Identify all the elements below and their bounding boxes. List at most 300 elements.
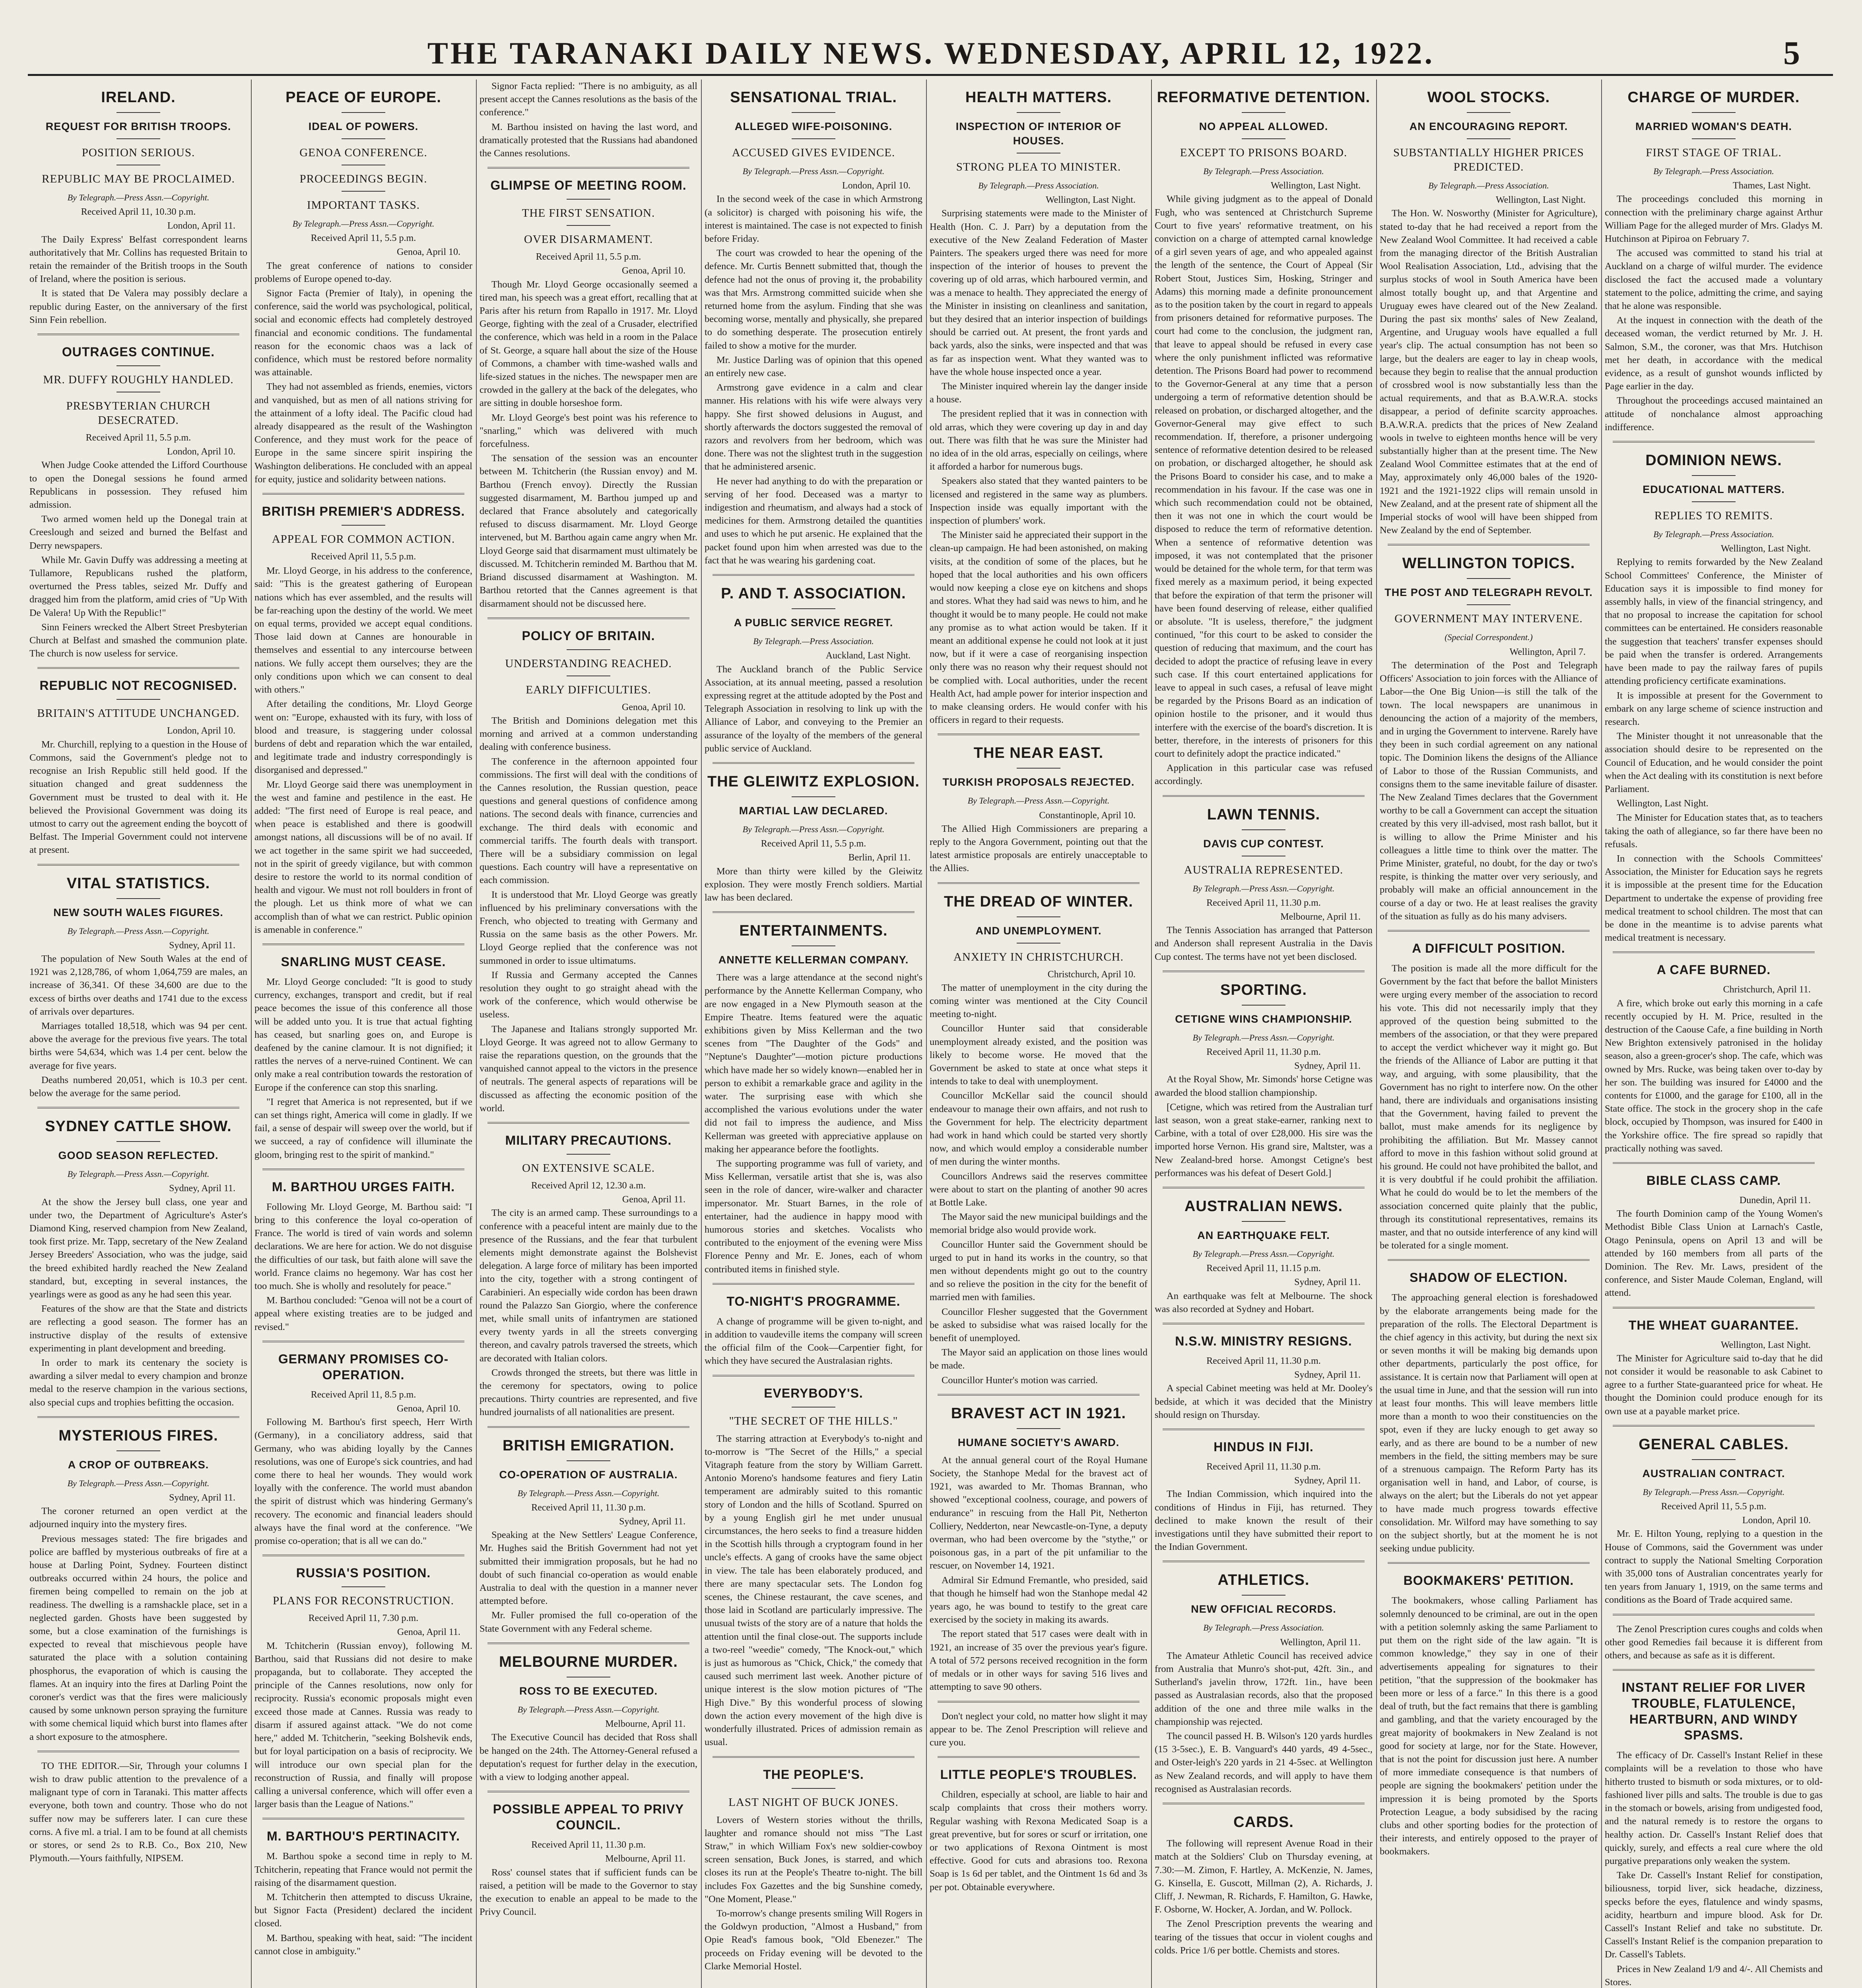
article-headline: TO-NIGHT'S PROGRAMME. xyxy=(726,1294,901,1309)
article-credit: By Telegraph.—Press Association. xyxy=(978,181,1099,190)
article-divider xyxy=(1163,795,1365,797)
article-credit: (Special Correspondent.) xyxy=(1445,632,1533,643)
article-subhead: MARRIED WOMAN'S DEATH. xyxy=(1635,120,1792,132)
article-paragraph: Replying to remits forwarded by the New Zealand School Committees' Conference, the Minister of Education says it is impossible to find money for assembly halls, in view of the financial stringency, and that no proposal to increase the capitation for school committees can be entertained. He considers reasonable the suggestion that teachers' transfer expenses should be paid when the transfer is ordered. Arrangements have been made to pay the railway fares of pupils attending proficiency certificate examinations. xyxy=(1605,557,1823,687)
article-divider xyxy=(713,762,914,764)
article-headline: DOMINION NEWS. xyxy=(1645,452,1782,469)
article-paragraph: Councillor Hunter said the Government should be urged to put in hand its works in the country, so that men without dependents might go out to the country and so relieve the position in the city for the benefit of married men with families. xyxy=(930,1239,1147,1303)
article-dateline: Constantinople, April 10. xyxy=(1039,810,1136,821)
article-divider xyxy=(487,1122,689,1124)
article xyxy=(29,1117,247,1409)
article xyxy=(930,744,1147,875)
article-divider xyxy=(1388,930,1590,932)
article-paragraph: At the annual general court of the Royal Humane Society, the Stanhope Medal for the bravest act of 1921, was awarded to Mr. Thomas Brannan, who showed "exceptional coolness, courage, and powers of endurance" in rescuing from the Hall Pit, Netherton Colliery, Nedderton, near Newcastle-on-Tyne, a deputy overman, who had been overcome by the "stythe," or poisonous gas, in a part of the pit unfamiliar to the rescuer, on November 14, 1921. xyxy=(930,1454,1147,1571)
article xyxy=(1605,88,1823,434)
article-received: Received April 11, 10.30 p.m. xyxy=(81,207,196,217)
article-credit: By Telegraph.—Press Assn.—Copyright. xyxy=(967,796,1110,806)
article-divider xyxy=(487,617,689,619)
article-divider xyxy=(1613,1307,1815,1309)
article-paragraph: The determination of the Post and Telegraph Officers' Association to join forces with the Alliance of Labor—the One Big Union—is still the talk of the town. The local newspapers are unanimous in denouncing the action of a majority of the members, and in urging the Government to intervene. Rarely have they been in such cordial agreement on any national topic. The Dominion likens the designs of the Alliance of Labor to those of the Russian Communists, and consigns them to the same inevitable failure of disaster. The New Zealand Times declares that the Government worthy to be call a Government can accept the situation created by this very ill-advised, most rash ballot, but it is willing to allow the Prime Minister and his colleagues a little time to think over the matter. The Prime Minister, grateful, no doubt, for the day or two's respite, is thinking the matter over very seriously, and probably will make an official announcement in the course of a day or two. He at least realises the gravity of the situation as fully as do his many advisers. xyxy=(1380,660,1598,922)
headline-divider xyxy=(1467,604,1511,605)
article-paragraph: The Minister inquired wherein lay the danger inside a house. xyxy=(930,381,1147,405)
article-divider xyxy=(1613,1162,1815,1164)
headline-divider xyxy=(342,191,385,192)
article-received: Received April 11, 5.5 p.m. xyxy=(85,433,191,443)
article xyxy=(1605,1435,1823,1607)
article-divider xyxy=(37,864,239,866)
article-subhead: NO APPEAL ALLOWED. xyxy=(1199,120,1328,132)
article-headline: VITAL STATISTICS. xyxy=(66,875,210,892)
article-paragraph: Two armed women held up the Donegal train at Creeslough and seized and burned the Belfast and Derry newspapers. xyxy=(29,514,247,551)
article-dateline: Genoa, April 11. xyxy=(397,1627,460,1638)
article xyxy=(29,344,247,660)
article-subhead: PRESBYTERIAN CHURCH DESECRATED. xyxy=(66,400,211,427)
article-paragraph: The Allied High Commissioners are preparing a reply to the Angora Government, pointing out that the latest armistice proposals are entirely unacceptable to the Allies. xyxy=(930,823,1147,874)
article-headline: GENERAL CABLES. xyxy=(1639,1436,1789,1453)
article-subhead: ACCUSED GIVES EVIDENCE. xyxy=(732,146,895,159)
article-divider xyxy=(938,734,1140,735)
article-subhead: THE POST AND TELEGRAPH REVOLT. xyxy=(1384,586,1593,599)
article xyxy=(1605,451,1823,944)
article-headline: MELBOURNE MURDER. xyxy=(499,1653,678,1670)
column-rule xyxy=(476,80,477,1988)
article-credit: By Telegraph.—Press Assn.—Copyright. xyxy=(67,192,210,202)
article-subhead: BRITAIN'S ATTITUDE UNCHANGED. xyxy=(37,707,240,720)
article-paragraph: He never had anything to do with the preparation or serving of her food. Deceased was a martyr to indigestion and rheumatism, and always had a stock of medicines for them. Armstrong detailed the quantities and uses to which he put arsenic. He explained that the packet found upon him when arrested was due to the fact that he was wearing his gardening coat. xyxy=(705,476,922,566)
article-received: Received April 11, 11.30 p.m. xyxy=(531,1502,646,1513)
headline-divider xyxy=(116,365,160,366)
headline-divider xyxy=(567,199,610,200)
headline-divider xyxy=(792,112,835,113)
article-headline: BRITISH PREMIER'S ADDRESS. xyxy=(262,504,465,519)
article-paragraph: M. Barthou concluded: "Genoa will not be a court of appeal where existing treaties are to be judged and revised." xyxy=(254,1295,472,1332)
article-paragraph: M. Barthou insisted on having the last word, and dramatically protested that the Russians had abandoned the Cannes resolutions. xyxy=(480,121,697,159)
article-headline: P. AND T. ASSOCIATION. xyxy=(721,585,906,602)
article-divider xyxy=(262,1169,464,1170)
article-headline: BOOKMAKERS' PETITION. xyxy=(1403,1573,1574,1588)
article-received: Received April 11, 11.30 p.m. xyxy=(1206,1462,1321,1472)
article-headline: SENSATIONAL TRIAL. xyxy=(730,89,897,106)
article-subhead: ALLEGED WIFE-POISONING. xyxy=(734,120,893,132)
article-subhead: CO-OPERATION OF AUSTRALIA. xyxy=(499,1468,678,1481)
article-paragraph: Councillor Flesher suggested that the Government be asked to subsidise what was raised locally for the benefit of unemployed. xyxy=(930,1306,1147,1344)
advert-divider xyxy=(938,1756,1140,1758)
article-headline: BIBLE CLASS CAMP. xyxy=(1646,1173,1781,1188)
article-divider xyxy=(1613,441,1815,443)
headline-divider xyxy=(567,649,610,650)
article-paragraph: The supporting programme was full of variety, and Miss Kellerman, versatile artist that she is, was also seen in the role of dancer, wire-walker and character impersonator. Mr. Stuart Barnes, in the role of entertainer, had the audience in happy mood with humorous stories and sketches. Vocalists who contributed to the enjoyment of the evening were Miss Florence Penny and Mr. E. Jones, each of whom contributed items in finished style. xyxy=(705,1158,922,1275)
article-subhead: IDEAL OF POWERS. xyxy=(308,120,419,132)
article-divider xyxy=(1163,1429,1365,1430)
article-paragraph: Mr. Lloyd George said there was unemployment in the west and famine and pestilence in the east. He added: "The first need of Europe is real peace, and when peace is established and there is goodwill amongst nations, all discussions will be of no avail. If we act together in the same spirit we had succeeded, not in the spirit of greedy vigilance, but with common desire to restore the world to its normal condition of health and vigour. We must not roll boulders in front of the plough. Let us think more of what we can accomplish than of what we can restrict. Public opinion is amenable in conference." xyxy=(254,779,472,935)
article-dateline: Auckland, Last Night. xyxy=(825,650,911,661)
article-subhead: ROSS TO BE EXECUTED. xyxy=(519,1685,658,1697)
article-divider xyxy=(1388,1259,1590,1261)
article-paragraph: M. Tchitcherin then attempted to discuss Ukraine, but Signor Facta (President) declared the incident closed. xyxy=(254,1891,472,1929)
article-paragraph: While giving judgment as to the appeal of Donald Fugh, who was sentenced at Christchurch Supreme Court to five years' reformative treatment, on his conviction on a charge of attempted carnal knowledge of a girl seven years of age, and who appealed against the length of the sentence, the Court of Appeal (Sir Robert Stout, Justices Sim, Hosking, Stringer and Adams) this morning made a definite pronouncement as to the position taken by the court in regard to appeals from prisoners detained for reformative purposes. The court had come to the conclusion, the judgment ran, that leave to appeal should be refused in every case where the only punishment inflicted was reformative detention. The Prisons Board had power to recommend to the Governor-General at any time that a person undergoing a term of reformative detention should be released on probation, or discharged altogether, and the Governor-General may give effect to such recommendation. If, therefore, a prisoner undergoing sentence of reformative detention desired to be released on probation, or discharged altogether, he should ask the Prisons Board to consider his case, and to make a recommendation in his favour. If the case was one in which such recommendation could not be obtained, then it was not one in which the court would be disposed to reduce the term of reformative detention. When a sentence of reformative detention was imposed, it was not contemplated that the prisoner would be detained for the whole term, for that term was fixed merely as a maximum period, it being expected that before the expiration of that term the prisoner will have been found deserving of release, either qualified or absolute. "It is useless, therefore," the judgment continued, "for this court to be asked to consider the question of reducing that maximum, and the court has decided to adopt the practice of refusing leave in every such case. If this court entertained applications for leave to appeal in such cases, a refusal of leave might be regarded by the Prisons Board as an indication of opinion hostile to the prisoner, and it would thus interfere with the exercise of the board's discretion. It is better, therefore, in the interests of prisoners for this court to definitely adopt the practice indicated." xyxy=(1155,194,1373,759)
headline-divider xyxy=(1242,112,1285,113)
article-dateline: Sydney, April 11. xyxy=(1294,1475,1361,1486)
article xyxy=(930,893,1147,1387)
article-paragraph: The Zenol Prescription cures coughs and colds when other good Remedies fail because it is different from others, and because as safe as it is different. xyxy=(1605,1623,1823,1661)
article-credit: By Telegraph.—Press Association. xyxy=(1428,181,1549,190)
article-paragraph: The great conference of nations to consider problems of Europe opened to-day. xyxy=(254,260,472,284)
article-divider xyxy=(262,1341,464,1342)
article-paragraph: The British and Dominions delegation met this morning and arrived at a common understanding dealing with conference business. xyxy=(480,715,697,753)
headline-divider xyxy=(1242,829,1285,830)
article-subhead: A CROP OF OUTBREAKS. xyxy=(68,1458,209,1471)
headline-divider xyxy=(567,1460,610,1461)
headline-divider xyxy=(1467,578,1511,579)
article xyxy=(1155,1813,1373,1957)
advert-divider xyxy=(1613,1669,1815,1671)
article-headline: ENTERTAINMENTS. xyxy=(739,922,888,940)
article xyxy=(930,88,1147,726)
article xyxy=(1380,88,1598,537)
article-paragraph: "I regret that America is not represented, but if we can set things right, America will come in gladly. If we fail, a sense of despair will sweep over the world, but if we succeed, a ray of confidence will illuminate the gloom, bringing rest to the spirit of mankind." xyxy=(254,1096,472,1160)
article-paragraph: The accused was committed to stand his trial at Auckland on a charge of wilful murder. The evidence disclosed the fact the accused made a voluntary statement to the police, admitting the crime, and saying that he alone was responsible. xyxy=(1605,248,1823,312)
article-paragraph: The following will represent Avenue Road in their match at the Soldiers' Club on Thursday evening, at 7.30:—M. Zimon, F. Hartley, A. McKenzie, N. James, G. Kinsella, E. Guscott, Millman (2), A. Richards, J. Cliff, J. Newman, R. Richards, F. Hamilton, G. Hawke, F. Osborne, W. Hocker, A. Jordan, and W. Pollock. xyxy=(1155,1838,1373,1915)
article-subhead: AN EARTHQUAKE FELT. xyxy=(1197,1229,1330,1241)
article xyxy=(254,1828,472,1958)
article xyxy=(480,628,697,1115)
headline-divider xyxy=(1242,1005,1285,1006)
article-paragraph: The Zenol Prescription prevents the wearing and tearing of the tissues that occur in violent coughs and colds. Price 1/6 per bottle. Chemists and stores. xyxy=(1155,1918,1373,1956)
headline-divider xyxy=(116,1141,160,1142)
article-dateline: Wellington, April 7. xyxy=(1509,646,1586,657)
article-headline: THE GLEIWITZ EXPLOSION. xyxy=(707,773,920,790)
article-credit: By Telegraph.—Press Association. xyxy=(1203,166,1324,176)
article xyxy=(1605,962,1823,1155)
headline-divider xyxy=(792,138,835,139)
article-paragraph: The coroner returned an open verdict at the adjourned inquiry into the mystery fires. xyxy=(29,1506,247,1530)
article xyxy=(254,1351,472,1547)
article-credit: By Telegraph.—Press Assn.—Copyright. xyxy=(67,1169,210,1179)
article-dateline: London, April 10. xyxy=(1742,1515,1811,1526)
article-dateline: Sydney, April 11. xyxy=(169,940,235,951)
article-dateline: Sydney, April 11. xyxy=(1294,1370,1361,1380)
article-dateline: Sydney, April 11. xyxy=(1294,1277,1361,1288)
article-dateline: Sydney, April 11. xyxy=(1294,1061,1361,1072)
article-credit: By Telegraph.—Press Association. xyxy=(1653,166,1774,176)
article-subhead: AN ENCOURAGING REPORT. xyxy=(1409,120,1568,132)
article-dateline: Genoa, April 11. xyxy=(622,1194,685,1205)
article-paragraph: TO THE EDITOR.—Sir, Through your columns I wish to draw public attention to the prevalence of a malignant type of corn in Taranaki. This matter affects everyone, both town and country. Those who do not suffer now may be sufferers later. I can cure these corns. A five ml. a trial. I am to be found at all chemists or stores, or send 2s to R.B. Co., Box 210, New Plymouth.—Yours faithfully, NIPSEM. xyxy=(29,1760,247,1864)
article-paragraph: A special Cabinet meeting was held at Mr. Dooley's bedside, at which it was decided that the Ministry should resign on Thursday. xyxy=(1155,1383,1373,1420)
article-headline: OUTRAGES CONTINUE. xyxy=(62,345,215,359)
article-paragraph: At the Royal Show, Mr. Simonds' horse Cetigne was awarded the blood stallion championship. xyxy=(1155,1074,1373,1098)
column xyxy=(930,80,1147,1988)
column-rule xyxy=(251,80,252,1988)
article-paragraph: It is impossible at present for the Government to embark on any large scheme of science instruction and research. xyxy=(1605,690,1823,727)
article-subhead: EARLY DIFFICULTIES. xyxy=(526,683,651,696)
article-paragraph: It is stated that De Valera may possibly declare a republic during Easter, on the anniversary of the first Sinn Fein rebellion. xyxy=(29,288,247,325)
article-credit: By Telegraph.—Press Assn.—Copyright. xyxy=(517,1704,660,1714)
article-credit: By Telegraph.—Press Assn.—Copyright. xyxy=(67,1478,210,1488)
article-headline: THE PEOPLE'S. xyxy=(763,1767,864,1782)
article-paragraph: M. Barthou spoke a second time in reply to M. Tchitcherin, repeating that France would not permit the raising of the disarmament question. xyxy=(254,1851,472,1888)
article-received: Received April 11, 5.5 p.m. xyxy=(536,252,641,262)
article-dateline: Genoa, April 10. xyxy=(397,1404,460,1414)
advert-paragraph: Take Dr. Cassell's Instant Relief for constipation, biliousness, torpid liver, sick headache, dizziness, specks before the eyes, flatulence and windy spasms, acidity, heartburn and impure blood. Ask for Dr. Cassell's Instant Relief and take no substitute. Dr. Cassell's Instant Relief is the companion preparation to Dr. Cassell's Tablets. xyxy=(1605,1870,1823,1960)
headline-divider xyxy=(792,796,835,797)
article-dateline: Christchurch, April 11. xyxy=(1723,984,1811,995)
article xyxy=(29,874,247,1100)
headline-divider xyxy=(1692,1459,1736,1460)
article-received: Received April 11, 11.30 p.m. xyxy=(1206,1046,1321,1057)
article-divider xyxy=(713,1375,914,1376)
article xyxy=(1380,940,1598,1252)
article-headline: A DIFFICULT POSITION. xyxy=(1412,941,1565,955)
article-paragraph: The fourth Dominion camp of the Young Women's Methodist Bible Class Union at Larnach's Castle, Otago Peninsula, opens on April 13 and will be attended by 160 members from all parts of the Dominion. The Rev. Mr. Laws, president of the conference, and Sister Maude Coleman, England, will attend. xyxy=(1605,1208,1823,1299)
article-paragraph: The Minister thought it not unreasonable that the association should desire to be represented on the Council of Education, and he would consider the point when the Act dealing with its constitution is next before Parliament. xyxy=(1605,731,1823,794)
article-subhead: SUBSTANTIALLY HIGHER PRICES PREDICTED. xyxy=(1393,146,1584,173)
article-paragraph: Mr. E. Hilton Young, replying to a question in the House of Commons, said the Government was under contract to supply the National Smelting Corporation with 35,000 tons of Australian concentrates yearly for ten years from January 1, 1919, on the same terms and conditions as the Board of Trade acquired same. xyxy=(1605,1528,1823,1606)
article-credit: By Telegraph.—Press Association. xyxy=(753,636,874,646)
article-headline: GERMANY PROMISES CO-OPERATION. xyxy=(278,1351,449,1382)
article-paragraph: Don't neglect your cold, no matter how slight it may appear to be. The Zenol Prescription will relieve and cure you. xyxy=(930,1710,1147,1748)
article-headline: CARDS. xyxy=(1233,1814,1294,1831)
article xyxy=(480,80,697,160)
article-paragraph: The Indian Commission, which inquired into the conditions of Hindus in Fiji, has returned. They declined to make known the result of their investigations until they have submitted their report to the Indian Government. xyxy=(1155,1489,1373,1553)
column-rule xyxy=(926,80,927,1988)
article-dateline: Wellington, Last Night. xyxy=(1720,1340,1811,1350)
article xyxy=(480,177,697,610)
article xyxy=(930,1404,1147,1694)
article-subhead: AND UNEMPLOYMENT. xyxy=(975,924,1102,937)
article-divider xyxy=(37,667,239,669)
article-headline: GLIMPSE OF MEETING ROOM. xyxy=(490,178,687,193)
article xyxy=(254,1179,472,1334)
article-paragraph: The position is made all the more difficult for the Government by the fact that before the ballot Ministers were urging every member of the association to record his vote. This did not necessarily imply that they approved of the question being submitted to the members of the association, or that they were prepared to accept the verdict whichever way it might go. But the friends of the Alliance of Labor are putting it that way, and arguing, with some plausibility, that the Government has no right to interfere now. On the other hand, there are individuals and organisations insisting that the Government, having failed to prevent the ballot, must make amends for its negligence by prohibiting the affiliation. But Mr. Massey cannot afford to move in this fashion without solid ground at his ground. He could not have prohibited the ballot, and it is very doubtful if he could prohibit the affiliation. What he could do would be to let the members of the association concerned quite plainly that the public, through its constitutional representatives, remains its master, and that no outside interference of any kind will be tolerated for a single moment. xyxy=(1380,963,1598,1251)
headline-divider xyxy=(792,1407,835,1408)
column-rule xyxy=(701,80,702,1988)
article-received: Received April 11, 11.30 p.m. xyxy=(1206,897,1321,908)
article xyxy=(254,503,472,936)
article-paragraph: Councillor McKellar said the council should endeavour to manage their own affairs, and not rush to the Government for help. The electricity department had work in hand which could be started very shortly now, and which would employ a considerable number of men during the winter months. xyxy=(930,1090,1147,1167)
headline-divider xyxy=(1017,943,1060,944)
article-headline: EVERYBODY'S. xyxy=(764,1386,863,1400)
headline-divider xyxy=(792,945,835,946)
article-paragraph: The council passed H. B. Wilson's 120 yards hurdles (15 3-5sec.), E. B. Vanguard's 440 yards, 49 4-5sec., and Oster-leigh's 220 yards in 21 4-5sec. at Wellington as New Zealand records, and will apply to have them recognised as Australasian records. xyxy=(1155,1731,1373,1794)
headline-divider xyxy=(1017,112,1060,113)
article xyxy=(1155,1197,1373,1316)
article xyxy=(1380,554,1598,922)
article-headline: M. BARTHOU'S PERTINACITY. xyxy=(267,1829,460,1844)
article-headline: SPORTING. xyxy=(1220,981,1307,998)
article-headline: THE WHEAT GUARANTEE. xyxy=(1628,1318,1799,1332)
headline-divider xyxy=(116,699,160,700)
article xyxy=(29,88,247,326)
article-headline: MYSTERIOUS FIRES. xyxy=(58,1427,218,1444)
article xyxy=(480,1801,697,1918)
article-paragraph: The Auckland branch of the Public Service Association, at its annual meeting, passed a resolution expressing regret at the attitude adopted by the Post and Telegraph Association in resolving to link up with the Alliance of Labor, and conveying to the Premier an assurance of the loyalty of the members of the general public service of Auckland. xyxy=(705,664,922,754)
article-received: Received April 11, 11.30 p.m. xyxy=(531,1840,646,1850)
article-subhead: HUMANE SOCIETY'S AWARD. xyxy=(957,1436,1120,1448)
article-paragraph: Councillors Andrews said the reserves committee were about to start on the planting of another 90 acres at Bottle Lake. xyxy=(930,1171,1147,1208)
article-paragraph: The bookmakers, whose calling Parliament has solemnly denounced to be criminal, are out in the open with a petition solemnly asking the same Parliament to put them on the right side of the law again. "It is common knowledge," they say in one of their advertisements appealing for signatures to their petition, "that the suppression of the bookmaker has been more or less of a farce." In this there is a good deal of truth, but the fact remains that there is gambling and gambling, and that the variety encouraged by the great majority of bookmakers in New Zealand is not good for society at large, nor for the State. However, that is not the point for discussion just here. A number of more immediate consequence is that numbers of people are signing the bookmakers' petition under the impression it is being promoted by the Sports Protection League, a body subsidised by the racing clubs and other sporting bodies for the protection of their interests, and entirely opposed to the prayer of bookmakers. xyxy=(1380,1595,1598,1857)
headline-divider xyxy=(1242,138,1285,139)
article-paragraph: To-morrow's change presents smiling Will Rogers in the Goldwyn production, "Almost a Husband," from Opie Read's famous book, "Old Ebenezer." The proceeds on Friday evening will be devoted to the Clarke Memorial Hostel. xyxy=(705,1908,922,1972)
article-divider xyxy=(1163,1323,1365,1324)
article-paragraph: The Executive Council has decided that Ross shall be hanged on the 24th. The Attorney-General refused a deputation's request for further delay in the execution, with a view to lodging another appeal. xyxy=(480,1732,697,1782)
article xyxy=(1155,1439,1373,1553)
article-headline: N.S.W. MINISTRY RESIGNS. xyxy=(1175,1334,1352,1349)
article-divider xyxy=(1613,1614,1815,1615)
article xyxy=(930,1710,1147,1894)
article-headline: SHADOW OF ELECTION. xyxy=(1410,1270,1568,1285)
article-paragraph: Mr. Lloyd George concluded: "It is good to study currency, exchanges, transport and credit, but if real peace becomes the issue of this conference all those will be added unto you. It is true that actual fighting has ceased, but snarling goes on, and Europe is deafened by the canine clamour. It is not dignified; it rattles the nerves of a nerve-ruined Continent. We can only make a real contribution towards the restoration of Europe if the conference can stop this snarling. xyxy=(254,976,472,1093)
article-headline: CHARGE OF MURDER. xyxy=(1627,89,1800,106)
article-subhead: MR. DUFFY ROUGHLY HANDLED. xyxy=(43,373,234,386)
article-paragraph: After detailing the conditions, Mr. Lloyd George went on: "Europe, exhausted with its fury, with loss of blood and treasure, is staggering under colossal burdens of debt and reparation which the war entailed, and legitimate trade and industry correspondingly is disorganised and depressed." xyxy=(254,699,472,776)
headline-divider xyxy=(1017,916,1060,917)
article-headline: POSSIBLE APPEAL TO PRIVY COUNCIL. xyxy=(493,1802,684,1833)
article-subhead: THE FIRST SENSATION. xyxy=(522,207,655,220)
article-subhead: ANXIETY IN CHRISTCHURCH. xyxy=(953,950,1124,963)
article-credit: By Telegraph.—Press Assn.—Copyright. xyxy=(742,166,885,176)
headline-divider xyxy=(342,1586,385,1587)
article-headline: WELLINGTON TOPICS. xyxy=(1402,555,1575,572)
article-subhead: "THE SECRET OF THE HILLS." xyxy=(729,1414,898,1427)
article-dateline: London, April 10. xyxy=(167,726,235,736)
article-paragraph: Surprising statements were made to the Minister of Health (Hon. C. J. Parr) by a deputation from the executive of the New Zealand Federation of Master Painters. The speakers urged there was need for more inspection of the interior of houses to prevent the covering up of old arras, which harboured vermin, and was a menace to health. They appreciated the energy of the Minister in insisting on cleanliness and sanitation, but they desired that an interior inspection of buildings should be carried out. At present, the front yards and back yards, also the sinks, were inspected and that was as far as inspection went. What they wanted was to have the whole house inspected once a year. xyxy=(930,208,1147,377)
headline-divider xyxy=(116,898,160,899)
article-paragraph: Admiral Sir Edmund Fremantle, who presided, said that though he himself had won the Stanhope medal 42 years ago, he was bound to testify to the great care exercised by the society in making its awards. xyxy=(930,1574,1147,1625)
article-subhead: EXCEPT TO PRISONS BOARD. xyxy=(1180,146,1347,159)
article-divider xyxy=(487,1642,689,1644)
article xyxy=(1380,1573,1598,1858)
headline-divider xyxy=(1017,768,1060,769)
article-credit: By Telegraph.—Press Assn.—Copyright. xyxy=(67,926,210,936)
article-received: Received April 11, 11.15 p.m. xyxy=(1206,1263,1321,1274)
article-paragraph: Crowds thronged the streets, but there was little in the ceremony for spectators, owing to police precautions. Thirty countries are represented, and five hundred journalists of all nationalities are present. xyxy=(480,1367,697,1418)
article-subhead: GOOD SEASON REFLECTED. xyxy=(58,1149,219,1162)
article-dateline: Berlin, April 11. xyxy=(848,852,911,863)
article-divider xyxy=(1163,1803,1365,1804)
article-subhead: POSITION SERIOUS. xyxy=(82,146,195,159)
article xyxy=(1155,1571,1373,1796)
article-paragraph: M. Barthou, speaking with heat, said: "The incident cannot close in ambiguity." xyxy=(254,1932,472,1957)
article xyxy=(1380,1270,1598,1555)
article-dateline: Genoa, April 10. xyxy=(622,702,685,712)
column xyxy=(254,80,472,1988)
article-subhead: ANNETTE KELLERMAN COMPANY. xyxy=(718,954,909,966)
article-paragraph: In the second week of the case in which Armstrong (a solicitor) is charged with poisoning his wife, the interest is maintained. The case is not expected to finish before Friday. xyxy=(705,194,922,245)
article-paragraph: The sensation of the session was an encounter between M. Tchitcherin (the Russian envoy) and M. Barthou (French envoy). Directly the Russian suggested disarmament, M. Barthou jumped up and declared that France absolutely and categorically refused to discuss disarmament. Mr. Lloyd George intervened, but M. Barthou again came angry when Mr. Lloyd George said that disarmament must ultimately be discussed. M. Tchitcherin reminded M. Barthou that M. Briand discussed disarmament at Washington. M. Barthou retorted that the Cannes agreement is that disarmament should not be discussed here. xyxy=(480,453,697,609)
article-paragraph: An earthquake was felt at Melbourne. The shock was also recorded at Sydney and Hobart. xyxy=(1155,1290,1373,1314)
article-dateline: Genoa, April 10. xyxy=(397,247,460,258)
headline-divider xyxy=(567,225,610,226)
article-subhead: REPLIES TO REMITS. xyxy=(1654,509,1773,522)
article-received: Received April 11, 5.5 p.m. xyxy=(1661,1501,1767,1512)
article-paragraph: Councillor Hunter's motion was carried. xyxy=(942,1375,1098,1386)
article xyxy=(480,1653,697,1784)
article-headline: A CAFE BURNED. xyxy=(1656,963,1771,977)
article-headline: REPUBLIC NOT RECOGNISED. xyxy=(39,678,237,693)
article-dateline: Christchurch, April 10. xyxy=(1047,969,1136,980)
article-headline: PEACE OF EUROPE. xyxy=(285,89,441,106)
article-headline: LAWN TENNIS. xyxy=(1207,806,1320,823)
article-paragraph: Armstrong gave evidence in a calm and clear manner. His relations with his wife were always very happy. She first showed delusions in August, and shortly afterwards the doctors suggested the removal of razors and revolvers from her bedroom, which was done. There was not the slightest truth in the suggestion that he administered arsenic. xyxy=(705,382,922,472)
article-paragraph: There was a large attendance at the second night's performance by the Annette Kellerman Company, who are now engaged in a New Plymouth season at the Empire Theatre. Items featured were the aquatic exhibitions given by Miss Kellerman and the two scenes from "The Daughter of the Gods" and "Neptune's Daughter"—motion picture productions which have made her so widely known—enabled her in person to exhibit a remarkable grace and agility in the water. The surprising ease with which she accomplished the various evolutions under the water did not fail to impress the audience, and Miss Kellerman was greeted with appreciative applause on making her appearance before the footlights. xyxy=(705,972,922,1155)
column xyxy=(705,80,922,1988)
article xyxy=(480,1437,697,1635)
article-received: Received April 11, 5.5 p.m. xyxy=(761,839,866,849)
article-received: Received April 11, 11.30 p.m. xyxy=(1206,1356,1321,1367)
article-headline: HEALTH MATTERS. xyxy=(965,89,1112,106)
article-paragraph: In order to mark its centenary the society is awarding a silver medal to every champion and bronze medal to the reserve champion in the various sections, also special cups and trophies befitting the occasion. xyxy=(29,1357,247,1408)
article-received: Received April 11, 5.5 p.m. xyxy=(311,551,416,562)
article-subhead: INSPECTION OF INTERIOR OF HOUSES. xyxy=(955,120,1122,147)
article-dateline: Wellington, April 11. xyxy=(1280,1637,1361,1648)
article-headline: RUSSIA'S POSITION. xyxy=(296,1566,431,1580)
masthead xyxy=(0,34,1862,72)
article-paragraph: The Tennis Association has arranged that Patterson and Anderson shall represent Australia in the Davis Cup contest. The terms have not yet been disclosed. xyxy=(1155,925,1373,962)
article-paragraph: When Judge Cooke attended the Lifford Courthouse to open the Donegal sessions he found armed Republicans in possession. They refused him admission. xyxy=(29,460,247,511)
headline-divider xyxy=(1242,1595,1285,1596)
article-dateline: London, April 10. xyxy=(842,181,911,191)
article-paragraph: Marriages totalled 18,518, which was 94 per cent. above the average for the previous five years. The total births were 54,634, which was 1.4 per cent. below the average for five years. xyxy=(29,1020,247,1071)
article xyxy=(705,922,922,1276)
article-divider xyxy=(1613,951,1815,953)
article xyxy=(254,88,472,486)
article-divider xyxy=(938,882,1140,884)
article-credit: By Telegraph.—Press Assn.—Copyright. xyxy=(1192,883,1335,893)
article-divider xyxy=(262,1818,464,1819)
article-credit: By Telegraph.—Press Assn.—Copyright. xyxy=(292,219,435,229)
article-paragraph: The approaching general election is foreshadowed by the elaborate arrangements being made for the preparation of the rolls. The Electoral Department is the chief agency in this activity, but during the next six or seven months it will be making big demands upon other departments, particularly the post office, for assistance. It is certain now that Parliament will open at the usual time in June, and that the session will run into at least four months. This will leave members little more than a month to woo their constituencies on the spot, even if they are lucky enough to get away so early, and as there are bound to be a number of new members in the field, the sitting members may be sure of a strenuous campaign. The Reform Party has its organisation well in hand, and Labor, of course, is always on the alert; but the Liberals do not yet appear to have made much progress towards effective consolidation. Mr. Wilford may have something to say on the subject shortly, but at the moment he is not seeking undue publicity. xyxy=(1380,1292,1598,1554)
headline-divider xyxy=(1692,138,1736,139)
article-paragraph: M. Tchitcherin (Russian envoy), following M. Barthou, said that Russians did not desire to make propaganda, but to collaborate. They accepted the principle of the Cannes resolutions, now only for reciprocity. Russia's economic proposals might even exceed those made at Cannes. Russia was ready to disarm if assured against attack. "We do not come here," added M. Tchitcherin, "seeking Bolshevik ends, but for loyal participation on a basis of reciprocity. We will introduce our own special plan for the reconstruction of Russia, and finally will propose calling a universal conference, which will offer even a larger basis than the League of Nations." xyxy=(254,1640,472,1810)
article-divider xyxy=(37,1751,239,1752)
article-paragraph: Signor Facta replied: "There is no ambiguity, as all present accept the Cannes resolutions as the basis of the conference." xyxy=(480,81,697,118)
article-dateline: London, April 11. xyxy=(167,221,235,231)
article-credit: By Telegraph.—Press Association. xyxy=(1203,1623,1324,1633)
article-credit: By Telegraph.—Press Assn.—Copyright. xyxy=(742,824,885,834)
article-subhead: A PUBLIC SERVICE REGRET. xyxy=(734,617,893,629)
article-subhead: IMPORTANT TASKS. xyxy=(307,199,420,212)
article-subhead: TURKISH PROPOSALS REJECTED. xyxy=(942,776,1135,788)
article-credit: By Telegraph.—Press Association. xyxy=(1653,529,1774,540)
article-paragraph: The Minister for Education states that, as to teachers taking the oath of allegiance, so far there have been no refusals. xyxy=(1605,812,1823,850)
article-dateline: Sydney, April 11. xyxy=(169,1183,235,1194)
article-divider xyxy=(37,1107,239,1109)
headline-divider xyxy=(1017,1428,1060,1429)
article-headline: HINDUS IN FIJI. xyxy=(1214,1440,1314,1454)
article-paragraph: The proceedings concluded this morning in connection with the preliminary charge against Arthur William Page for the alleged murder of Mrs. Gladys M. Hutchinson at Pipiroa on February 7. xyxy=(1605,194,1823,245)
advert-headline: LITTLE PEOPLE'S TROUBLES. xyxy=(940,1767,1137,1782)
article-dateline: Wellington, Last Night. xyxy=(1270,181,1361,191)
article-dateline: London, April 10. xyxy=(167,447,235,457)
article-dateline: Sydney, April 11. xyxy=(619,1516,685,1527)
article-credit: By Telegraph.—Press Assn.—Copyright. xyxy=(1192,1032,1335,1043)
article-paragraph: The report stated that 517 cases were dealt with in 1921, an increase of 35 over the previous year's figure. A total of 572 persons received recognition in the form of medals or in other ways for saving 516 lives and attempting to save 90 others. xyxy=(930,1629,1147,1693)
article-dateline: Wellington, Last Night. xyxy=(1720,544,1811,554)
article xyxy=(29,678,247,856)
article-paragraph: Mr. Lloyd George, in his address to the conference, said: "This is the greatest gathering of European nations which has ever assembled, and the results will be far-reaching upon the destiny of the world. We meet on equal terms, provided we accept equal conditions. Those laid down at Cannes are honourable in themselves and essential to any intercourse between nations. We fully accept them ourselves; they are the only conditions upon which we can consent to deal with others." xyxy=(254,565,472,695)
article-headline: REFORMATIVE DETENTION. xyxy=(1157,89,1371,106)
article xyxy=(1155,1333,1373,1421)
article-paragraph: If Russia and Germany accepted the Cannes resolution they ought to go straight ahead with the work of the conference, which would otherwise be useless. xyxy=(480,969,697,1020)
column xyxy=(1155,80,1373,1988)
article-paragraph: Following Mr. Lloyd George, M. Barthou said: "I bring to this conference the loyal co-operation of France. The world is tired of vain words and solemn declarations. We are here for action. We do not disguise the difficulties of our task, but faith alone will save the world. France claims no hegemony. War has cost her too much. She is wholly and resolutely for peace." xyxy=(254,1201,472,1292)
article-divider xyxy=(1163,971,1365,972)
article-dateline: Melbourne, April 11. xyxy=(1280,911,1361,922)
article-paragraph: The Minister said he appreciated their support in the clean-up campaign. He had been astonished, on making visits, at the condition of some of the places, but he hoped that the local authorities and his own officers would now keeping a close eye on kitchens and shops and stores. What they had said was news to him, and he thought it would be to many people. He could not make any promise as to what action would be taken. If it meant an additional expense he could not look at it just now, but if it were a case of reorganising inspection only there was no reason why their request should not be complied with. Local authorities, under the recent Health Act, had ample power for interior inspection and to make cleansing orders. He would confer with his officers in regard to their requests. xyxy=(930,530,1147,726)
article-paragraph: It is understood that Mr. Lloyd George was greatly influenced by his preliminary conversations with the French, who objected to treating with Germany and Russia on the same basis as the other Powers. Mr. Lloyd George replied that the conference was not summoned in order to issue ultimatums. xyxy=(480,889,697,966)
article xyxy=(1155,806,1373,963)
